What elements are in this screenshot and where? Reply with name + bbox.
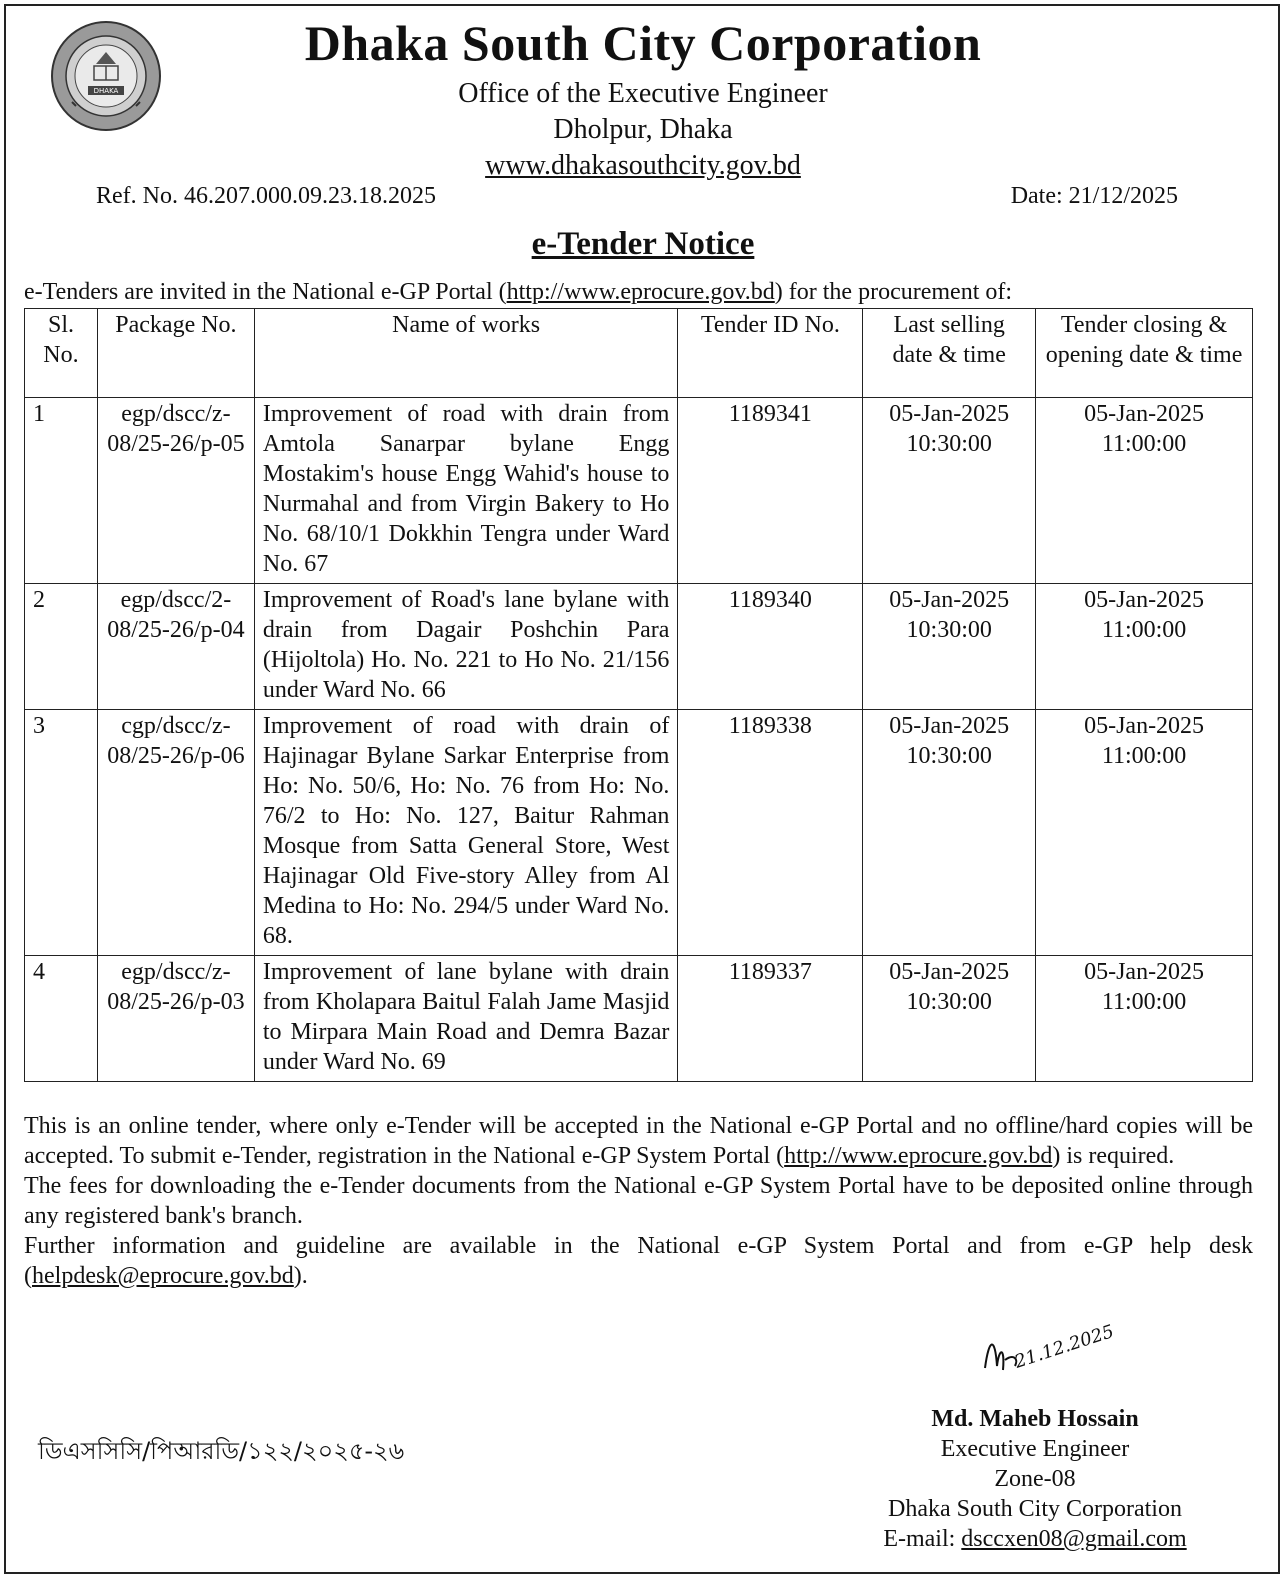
table-header-row bbox=[25, 309, 1253, 398]
row-tender-id: 1189338 bbox=[678, 710, 863, 956]
notice-title: e-Tender Notice bbox=[531, 226, 755, 262]
signature-date: 21.12.2025 bbox=[1012, 1320, 1117, 1373]
helpdesk-paragraph: Further information and guideline are available in the National e-GP System Portal and from e-GP help desk (helpdesk@eprocure.gov.bd). bbox=[24, 1233, 1253, 1289]
signatory-name: Md. Maheb Hossain bbox=[931, 1406, 1139, 1432]
row-selling: 05-Jan-2025 10:30:00 bbox=[863, 398, 1036, 584]
row-works: Improvement of road with drain from Amtola Sanarpar bylane Engg Mostakim's house Engg Wahid's house to Nurmahal and from Virgin Bakery to Ho No. 68/10/1 Dokkhin Tengra under Ward No. 67 bbox=[254, 398, 678, 584]
fees-paragraph: The fees for downloading the e-Tender documents from the National e-GP System Portal have to be deposited online through any registered bank's branch. bbox=[24, 1173, 1253, 1229]
eprocure-link-2[interactable]: http://www.eprocure.gov.bd bbox=[784, 1143, 1053, 1169]
logo-text: DHAKA bbox=[93, 87, 119, 95]
signatory-zone: Zone-08 bbox=[994, 1466, 1076, 1492]
row-closing: 05-Jan-2025 11:00:00 bbox=[1036, 710, 1253, 956]
col-header-sl: Sl. No. bbox=[25, 309, 98, 398]
signatory-email-link[interactable]: dsccxen08@gmail.com bbox=[961, 1526, 1187, 1552]
table-row bbox=[25, 956, 1253, 1082]
row-works: Improvement of lane bylane with drain from Kholapara Baitul Falah Jame Masjid to Mirpara Main Road and Demra Bazar under Ward No. 69 bbox=[254, 956, 678, 1082]
office-name: Office of the Executive Engineer bbox=[458, 78, 828, 109]
row-selling: 05-Jan-2025 10:30:00 bbox=[863, 710, 1036, 956]
signatory-org: Dhaka South City Corporation bbox=[888, 1496, 1182, 1522]
row-sl: 3 bbox=[25, 710, 98, 956]
letterhead bbox=[0, 10, 1286, 184]
signatory-block bbox=[850, 1404, 1220, 1554]
row-package: egp/dscc/z-08/25-26/p-05 bbox=[97, 398, 254, 584]
row-tender-id: 1189341 bbox=[678, 398, 863, 584]
col-header-package: Package No. bbox=[97, 309, 254, 398]
row-package: egp/dscc/z-08/25-26/p-03 bbox=[97, 956, 254, 1082]
reference-number: Ref. No. 46.207.000.09.23.18.2025 bbox=[96, 183, 436, 209]
row-works: Improvement of Road's lane bylane with drain from Dagair Poshchin Para (Hijoltola) Ho. No. 221 to Ho No. 21/156 under Ward No. 66 bbox=[254, 584, 678, 710]
signatory-designation: Executive Engineer bbox=[940, 1436, 1130, 1462]
row-tender-id: 1189337 bbox=[678, 956, 863, 1082]
row-sl: 1 bbox=[25, 398, 98, 584]
row-package: cgp/dscc/z-08/25-26/p-06 bbox=[97, 710, 254, 956]
notice-body bbox=[24, 1111, 1253, 1291]
col-header-works: Name of works bbox=[254, 309, 678, 398]
row-closing: 05-Jan-2025 11:00:00 bbox=[1036, 956, 1253, 1082]
col-header-closing-date: Tender closing & opening date & time bbox=[1036, 309, 1253, 398]
table-row bbox=[25, 710, 1253, 956]
online-tender-paragraph: This is an online tender, where only e-Tender will be accepted in the National e-GP Portal and no offline/hard copies will be accepted. To submit e-Tender, registration in the National e-GP System Portal (http://www.eprocure.gov.bd) is required. bbox=[24, 1113, 1253, 1169]
signatory-email: E-mail: dsccxen08@gmail.com bbox=[883, 1526, 1187, 1552]
helpdesk-email-link[interactable]: helpdesk@eprocure.gov.bd bbox=[32, 1263, 294, 1289]
notice-date: Date: 21/12/2025 bbox=[1010, 183, 1178, 209]
intro-line: e-Tenders are invited in the National e-GP Portal (http://www.eprocure.gov.bd) for the procurement of: bbox=[24, 279, 1013, 305]
handwritten-signature bbox=[975, 1318, 1125, 1398]
col-header-selling-date: Last selling date & time bbox=[863, 309, 1036, 398]
row-works: Improvement of road with drain of Hajinagar Bylane Sarkar Enterprise from Ho: No. 50/6, Ho: No. 76 from Ho: No. 76/2 to Ho: No. 127, Baitur Rahman Mosque from Satta General Store, West Hajinagar Old Five-story Alley from Al Medina to Ho: No. 294/5 under Ward No. 68. bbox=[254, 710, 678, 956]
row-closing: 05-Jan-2025 11:00:00 bbox=[1036, 584, 1253, 710]
memo-number: ডিএসসিসি/পিআরডি/১২২/২০২৫-২৬ bbox=[38, 1437, 405, 1465]
eprocure-link[interactable]: http://www.eprocure.gov.bd bbox=[506, 279, 775, 305]
table-row bbox=[25, 584, 1253, 710]
table-row bbox=[25, 398, 1253, 584]
row-tender-id: 1189340 bbox=[678, 584, 863, 710]
row-package: egp/dscc/2-08/25-26/p-04 bbox=[97, 584, 254, 710]
col-header-tender-id: Tender ID No. bbox=[678, 309, 863, 398]
tender-table bbox=[24, 308, 1253, 1082]
row-closing: 05-Jan-2025 11:00:00 bbox=[1036, 398, 1253, 584]
row-selling: 05-Jan-2025 10:30:00 bbox=[863, 956, 1036, 1082]
office-location: Dholpur, Dhaka bbox=[553, 114, 733, 145]
row-selling: 05-Jan-2025 10:30:00 bbox=[863, 584, 1036, 710]
org-name: Dhaka South City Corporation bbox=[304, 15, 982, 71]
row-sl: 2 bbox=[25, 584, 98, 710]
row-sl: 4 bbox=[25, 956, 98, 1082]
website-link[interactable]: www.dhakasouthcity.gov.bd bbox=[485, 150, 801, 181]
